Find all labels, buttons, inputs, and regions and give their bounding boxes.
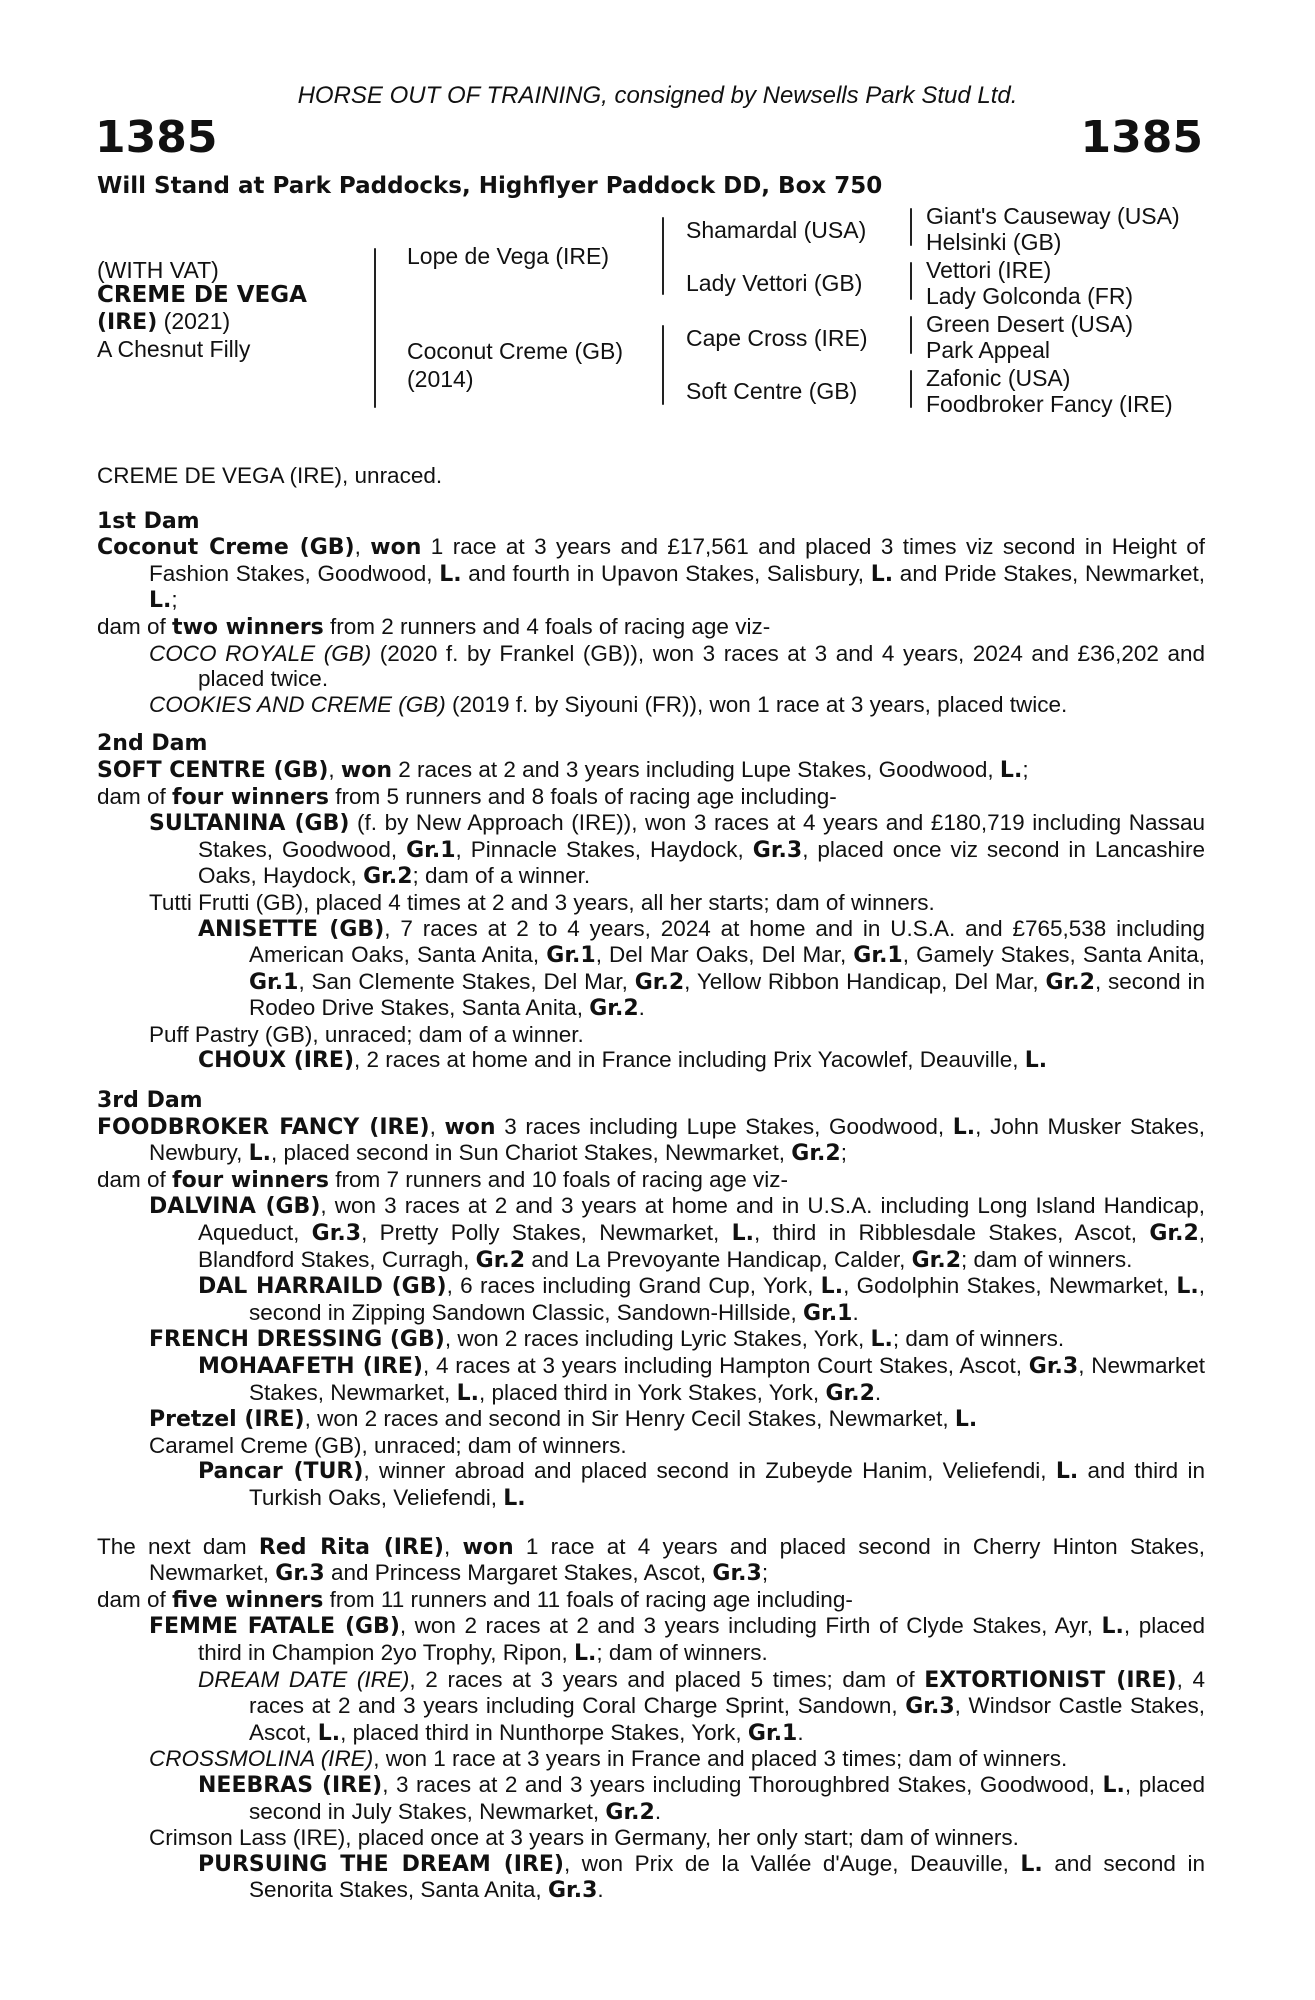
produce-dalvina: DALVINA (GB), won 3 races at 2 and 3 years at home and in U.S.A. including Long Island Handicap, Aqueduct, Gr.3, Pretty Polly Stakes, Newmarket, L., third in Ribblesdale Stakes, Ascot, Gr.2, Blandford Stakes, Curragh, Gr.2 and La Prevoyante Handicap, Calder, Gr.2; dam of winners. bbox=[149, 1193, 1206, 1273]
pedigree-g4: Lady Golconda (FR) bbox=[926, 283, 1134, 309]
catalogue-body bbox=[97, 463, 1205, 1904]
produce-puff-pastry: Puff Pastry (GB), unraced; dam of a winner. bbox=[149, 1021, 584, 1047]
pedigree-g6: Park Appeal bbox=[926, 337, 1051, 363]
produce-cookies-and-creme: COOKIES AND CREME (GB) (2019 f. by Siyouni (FR)), won 1 race at 3 years, placed twice. bbox=[149, 691, 1068, 717]
catalogue-header: HORSE OUT OF TRAINING, consigned by Newsells Park Stud Ltd. bbox=[297, 82, 1018, 109]
pedigree-dam: Coconut Creme (GB) bbox=[407, 338, 624, 364]
third-dam-heading: 3rd Dam bbox=[97, 1088, 203, 1114]
produce-caramel-creme: Caramel Creme (GB), unraced; dam of winners. bbox=[149, 1432, 627, 1458]
pedigree-sire-dam: Lady Vettori (GB) bbox=[686, 270, 863, 296]
pedigree-dam-sire: Cape Cross (IRE) bbox=[686, 325, 868, 351]
intro-line: CREME DE VEGA (IRE), unraced. bbox=[97, 463, 443, 488]
second-dam-heading: 2nd Dam bbox=[97, 731, 208, 757]
horse-origin-year: (IRE) (2021) bbox=[97, 308, 231, 335]
pedigree-g3: Vettori (IRE) bbox=[926, 257, 1052, 283]
horse-description: A Chesnut Filly bbox=[97, 336, 251, 362]
lot-number-left: 1385 bbox=[95, 112, 218, 163]
first-dam-record: Coconut Creme (GB), won 1 race at 3 years and £17,561 and placed 3 times viz second in Height of Fashion Stakes, Goodwood, L. and fourth in Upavon Stakes, Salisbury, L. and Pride Stakes, Newmarket, L.; bbox=[97, 534, 1205, 614]
vat-note: (WITH VAT) bbox=[97, 257, 219, 283]
first-dam-produce: dam of two winners from 2 runners and 4 foals of racing age viz- bbox=[97, 613, 771, 640]
lot-number-right: 1385 bbox=[1080, 112, 1203, 163]
pedigree-g2: Helsinki (GB) bbox=[926, 229, 1062, 255]
next-dam-produce: dam of five winners from 11 runners and 11 foals of racing age including- bbox=[97, 1586, 853, 1613]
produce-tutti-frutti: Tutti Frutti (GB), placed 4 times at 2 and 3 years, all her starts; dam of winners. bbox=[149, 889, 935, 915]
pedigree-g5: Green Desert (USA) bbox=[926, 311, 1134, 337]
second-dam-produce: dam of four winners from 5 runners and 8 foals of racing age including- bbox=[97, 783, 837, 810]
horse-name: CREME DE VEGA bbox=[97, 282, 307, 308]
produce-neebras: NEEBRAS (IRE), 3 races at 2 and 3 years including Thoroughbred Stakes, Goodwood, L., placed second in July Stakes, Newmarket, Gr.2. bbox=[198, 1771, 1205, 1825]
stand-location: Will Stand at Park Paddocks, Highflyer Paddock DD, Box 750 bbox=[97, 173, 883, 199]
produce-sultanina: SULTANINA (GB) (f. by New Approach (IRE)), won 3 races at 4 years and £180,719 including Nassau Stakes, Goodwood, Gr.1, Pinnacle Stakes, Haydock, Gr.3, placed once viz second in Lancashire Oaks, Haydock, Gr.2; dam of a winner. bbox=[149, 810, 1205, 890]
pedigree-brace bbox=[662, 325, 664, 405]
produce-french-dressing: FRENCH DRESSING (GB), won 2 races including Lyric Stakes, York, L.; dam of winners. bbox=[149, 1326, 1065, 1353]
pedigree-sire: Lope de Vega (IRE) bbox=[407, 243, 610, 269]
produce-anisette: ANISETTE (GB), 7 races at 2 to 4 years, 2024 at home and in U.S.A. and £765,538 including American Oaks, Santa Anita, Gr.1, Del Mar Oaks, Del Mar, Gr.1, Gamely Stakes, Santa Anita, Gr.1, San Clemente Stakes, Del Mar, Gr.2, Yellow Ribbon Handicap, Del Mar, Gr.2, second in Rodeo Drive Stakes, Santa Anita, Gr.2. bbox=[198, 915, 1205, 1022]
produce-coco-royale: COCO ROYALE (GB) (2020 f. by Frankel (GB)), won 3 races at 3 and 4 years, 2024 and £36,202 and placed twice. bbox=[149, 640, 1205, 692]
pedigree-brace bbox=[910, 208, 912, 246]
pedigree-g1: Giant's Causeway (USA) bbox=[926, 203, 1180, 229]
third-dam-record: FOODBROKER FANCY (IRE), won 3 races including Lupe Stakes, Goodwood, L., John Musker Stakes, Newbury, L., placed second in Sun Chariot Stakes, Newmarket, Gr.2; bbox=[97, 1113, 1205, 1167]
produce-dal-harraild: DAL HARRAILD (GB), 6 races including Grand Cup, York, L., Godolphin Stakes, Newmarket, L., second in Zipping Sandown Classic, Sandown-Hillside, Gr.1. bbox=[198, 1273, 1205, 1326]
produce-pretzel: Pretzel (IRE), won 2 races and second in Sir Henry Cecil Stakes, Newmarket, L. bbox=[149, 1406, 978, 1433]
produce-dream-date: DREAM DATE (IRE), 2 races at 3 years and placed 5 times; dam of EXTORTIONIST (IRE), 4 races at 2 and 3 years including Coral Charge Sprint, Sandown, Gr.3, Windsor Castle Stakes, Ascot, L., placed third in Nunthorpe Stakes, York, Gr.1. bbox=[198, 1666, 1205, 1746]
pedigree-g8: Foodbroker Fancy (IRE) bbox=[926, 391, 1173, 417]
produce-crossmolina: CROSSMOLINA (IRE), won 1 race at 3 years in France and placed 3 times; dam of winners. bbox=[149, 1746, 1068, 1772]
produce-crimson-lass: Crimson Lass (IRE), placed once at 3 years in Germany, her only start; dam of winners. bbox=[149, 1825, 1019, 1851]
pedigree-brace bbox=[374, 248, 376, 408]
next-dam-record: The next dam Red Rita (IRE), won 1 race at 4 years and placed second in Cherry Hinton Stakes, Newmarket, Gr.3 and Princess Margaret Stakes, Ascot, Gr.3; bbox=[97, 1533, 1205, 1587]
pedigree-brace bbox=[910, 316, 912, 354]
third-dam-produce: dam of four winners from 7 runners and 10 foals of racing age viz- bbox=[97, 1166, 788, 1193]
pedigree-g7: Zafonic (USA) bbox=[926, 365, 1071, 391]
produce-pursuing-the-dream: PURSUING THE DREAM (IRE), won Prix de la Vallée d'Auge, Deauville, L. and second in Senorita Stakes, Santa Anita, Gr.3. bbox=[198, 1850, 1205, 1904]
produce-pancar: Pancar (TUR), winner abroad and placed second in Zubeyde Hanim, Veliefendi, L. and third in Turkish Oaks, Veliefendi, L. bbox=[198, 1458, 1206, 1511]
produce-femme-fatale: FEMME FATALE (GB), won 2 races at 2 and 3 years including Firth of Clyde Stakes, Ayr, L., placed third in Champion 2yo Trophy, Ripon, L.; dam of winners. bbox=[149, 1613, 1205, 1666]
pedigree-dam-dam: Soft Centre (GB) bbox=[686, 378, 858, 404]
pedigree-dam-year: (2014) bbox=[407, 366, 474, 392]
pedigree-brace bbox=[910, 262, 912, 300]
produce-mohaafeth: MOHAAFETH (IRE), 4 races at 3 years including Hampton Court Stakes, Ascot, Gr.3, Newmarket Stakes, Newmarket, L., placed third in York Stakes, York, Gr.2. bbox=[198, 1353, 1205, 1406]
first-dam-heading: 1st Dam bbox=[97, 508, 200, 534]
produce-choux: CHOUX (IRE), 2 races at home and in France including Prix Yacowlef, Deauville, L. bbox=[198, 1047, 1048, 1074]
pedigree-brace bbox=[910, 370, 912, 408]
pedigree-sire-sire: Shamardal (USA) bbox=[686, 217, 867, 243]
second-dam-record: SOFT CENTRE (GB), won 2 races at 2 and 3 years including Lupe Stakes, Goodwood, L.; bbox=[97, 756, 1029, 783]
pedigree-brace bbox=[662, 217, 664, 295]
